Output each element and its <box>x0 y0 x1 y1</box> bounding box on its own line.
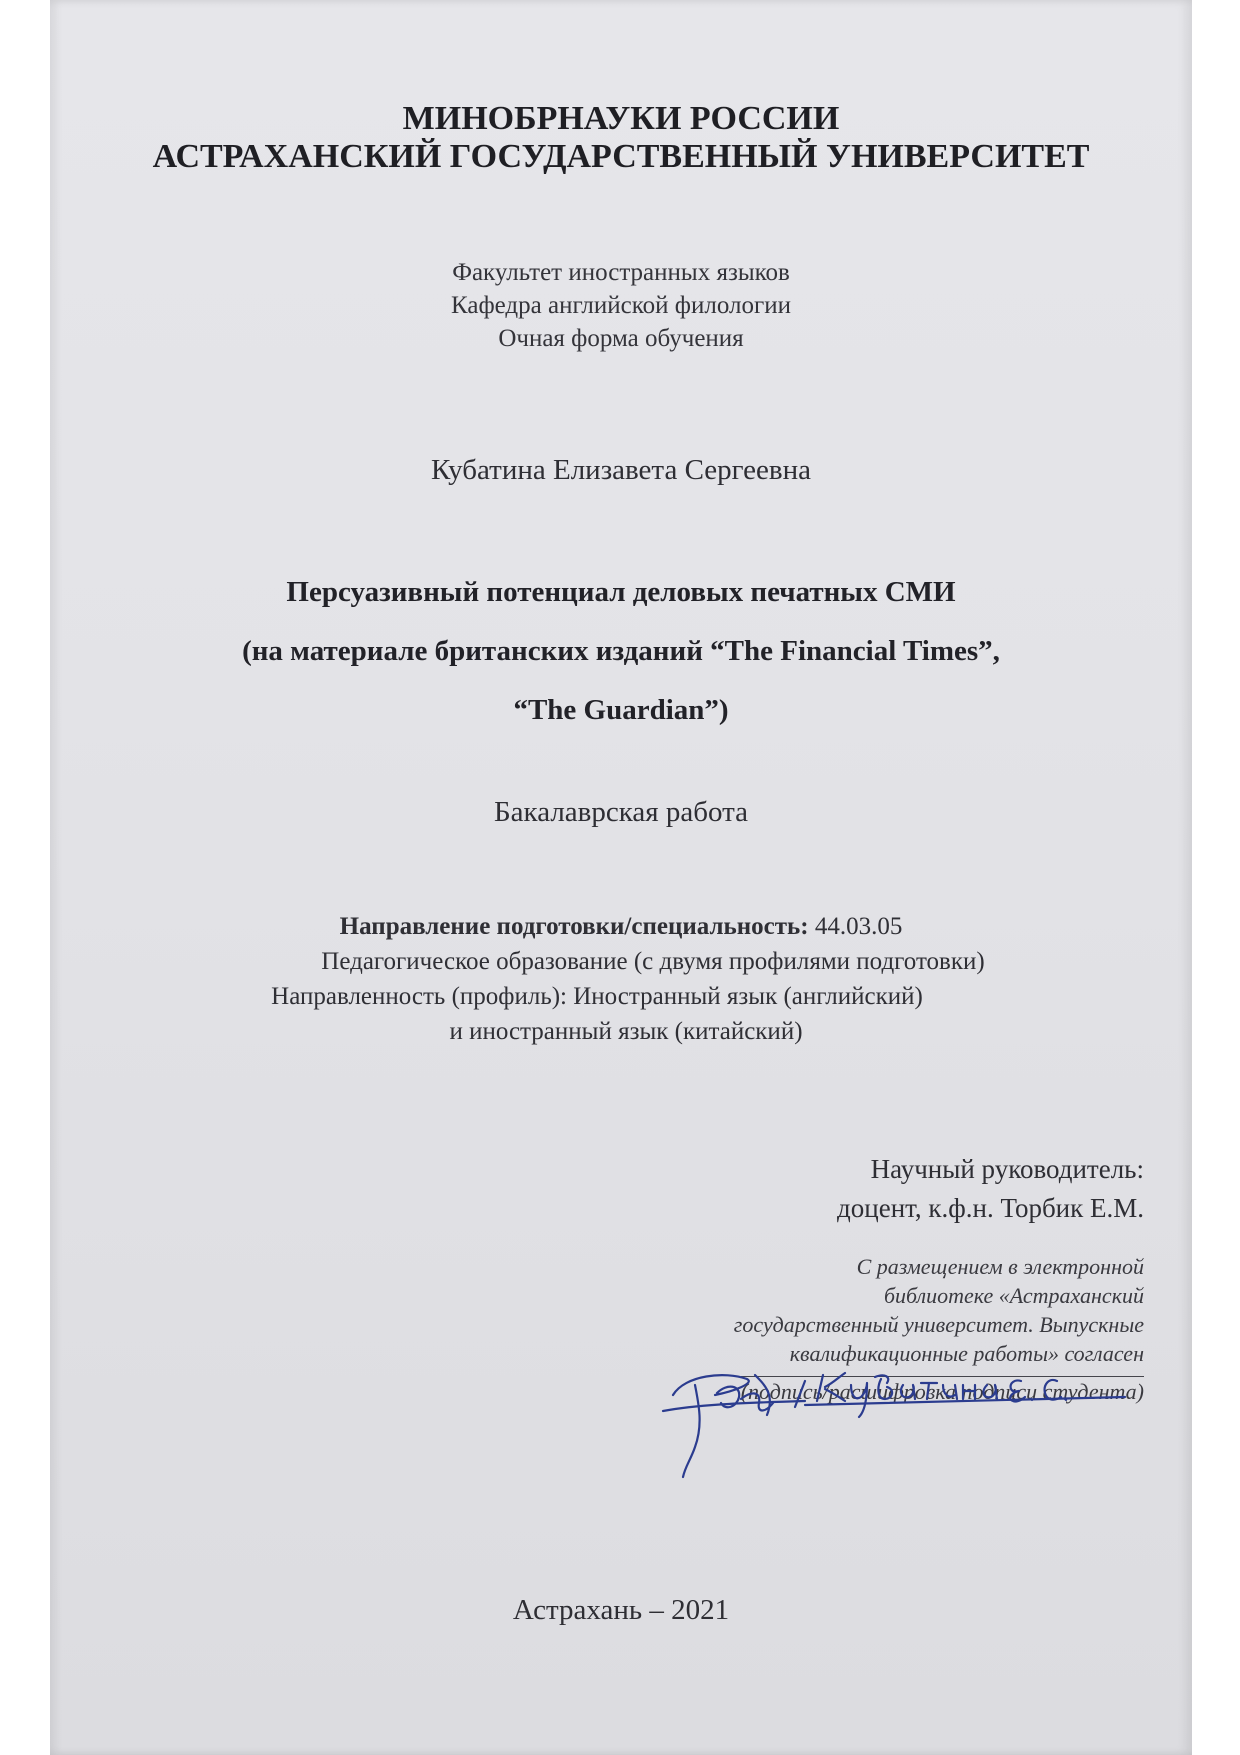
supervisor-info <box>837 1150 1144 1228</box>
author-name: Кубатина Елизавета Сергеевна <box>431 454 811 486</box>
thesis-title-line: Персуазивный потенциал деловых печатных СМИ <box>286 576 956 608</box>
supervisor-label: Научный руководитель: <box>870 1154 1144 1184</box>
consent-text-line: библиотеке «Астраханский <box>883 1283 1144 1308</box>
city-year: Астрахань – 2021 <box>512 1594 730 1626</box>
profile-line: и иностранный язык (китайский) <box>449 1018 803 1045</box>
direction-code: 44.03.05 <box>808 913 903 940</box>
thesis-title-line: (на материале британских изданий “The Financial Times”, <box>242 635 1000 667</box>
ministry-name: МИНОБРНАУКИ РОССИИ <box>402 100 840 137</box>
university-name: АСТРАХАНСКИЙ ГОСУДАРСТВЕННЫЙ УНИВЕРСИТЕТ <box>152 138 1090 175</box>
direction-label: Направление подготовки/специальность: <box>339 913 809 940</box>
work-type: Бакалаврская работа <box>494 796 748 828</box>
thesis-title <box>50 563 1192 740</box>
department-name: Кафедра английской филологии <box>451 292 791 319</box>
header-organization <box>50 100 1192 176</box>
consent-text-line: государственный университет. Выпускные <box>733 1312 1144 1337</box>
consent-text-line: С размещением в электронной <box>856 1254 1144 1279</box>
signature-caption: (подпись/расшифровка подписи студента) <box>741 1376 1144 1406</box>
direction-code-line <box>50 909 1192 944</box>
student-signature <box>655 1355 1135 1480</box>
faculty-name: Факультет иностранных языков <box>452 259 790 286</box>
study-direction <box>50 909 1192 1049</box>
thesis-title-line: “The Guardian”) <box>513 694 729 726</box>
study-form: Очная форма обучения <box>498 325 744 352</box>
title-page <box>50 0 1192 1755</box>
faculty-info <box>50 256 1192 355</box>
profile-line: Направленность (профиль): Иностранный язык (английский) <box>271 983 923 1010</box>
direction-name: Педагогическое образование (с двумя профилями подготовки) <box>321 948 985 975</box>
consent-text-line: квалификационные работы» согласен <box>789 1341 1144 1366</box>
supervisor-name: доцент, к.ф.н. Торбик Е.М. <box>837 1193 1144 1223</box>
